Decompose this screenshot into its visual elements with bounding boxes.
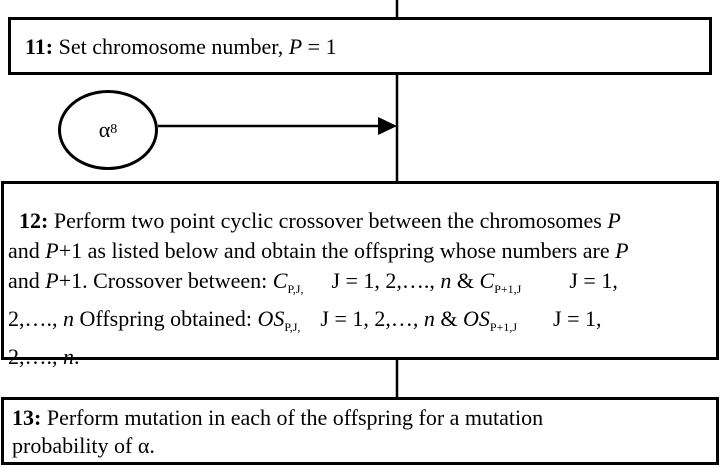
step-13-line-2: probability of α. bbox=[12, 433, 155, 458]
step-12-text-4a: 2,…., bbox=[8, 306, 63, 331]
alpha-symbol: α bbox=[98, 117, 111, 142]
step-11-number: 11: bbox=[25, 34, 54, 59]
alpha-arrow-head bbox=[378, 117, 397, 135]
step-13-line-1 bbox=[12, 404, 708, 432]
step-11-text-b: = 1 bbox=[302, 34, 337, 59]
step-12-c1: C bbox=[272, 268, 288, 293]
step-12-line-4 bbox=[8, 304, 712, 342]
step-12-text-1: Perform two point cyclic crossover between the chromosomes bbox=[48, 208, 608, 233]
step-12-line-1 bbox=[8, 206, 712, 236]
alpha-connector-label bbox=[61, 93, 155, 167]
step-12-text-3d: J = 1, bbox=[569, 268, 618, 293]
step-12-var-p3: P bbox=[615, 238, 629, 263]
step-12-os2: OS bbox=[463, 306, 490, 331]
step-12-text-3c: J = 1, 2,…., bbox=[331, 268, 441, 293]
alpha-connector-node bbox=[58, 90, 158, 170]
step-12-amp1: & bbox=[451, 268, 480, 293]
step-12-line-5 bbox=[8, 342, 712, 372]
step-13-number: 13: bbox=[12, 405, 42, 430]
step-12-var-p4: P bbox=[45, 268, 59, 293]
step-12-text-2: +1 as listed below and obtain the offspring whose numbers are bbox=[58, 238, 616, 263]
step-11-box bbox=[8, 17, 712, 75]
step-13-box bbox=[1, 397, 719, 465]
step-13-text-1: Perform mutation in each of the offspring for a mutation bbox=[41, 405, 544, 430]
step-12-n2: n bbox=[63, 306, 74, 331]
step-12-os1: OS bbox=[257, 306, 285, 331]
step-12-var-p1: P bbox=[607, 208, 621, 233]
step-12-n1: n bbox=[440, 268, 452, 293]
step-12-n4: n bbox=[63, 344, 74, 369]
step-12-c1-sub: P,J, bbox=[287, 282, 304, 296]
step-12-text-4c: J = 1, 2,…, bbox=[320, 306, 424, 331]
step-11-text-a: Set chromosome number, bbox=[53, 34, 289, 59]
alpha-subscript: 8 bbox=[110, 122, 118, 137]
step-12-line-3 bbox=[8, 266, 712, 304]
step-12-amp2: & bbox=[434, 306, 464, 331]
step-12-os1-sub: P,J, bbox=[284, 320, 301, 334]
step-12-line-2: and P+1 as listed below and obtain the offspring whose numbers are P bbox=[8, 238, 629, 263]
step-11-var-p: P bbox=[288, 34, 303, 59]
step-12-var-p2: P bbox=[45, 238, 59, 263]
step-12-n3: n bbox=[423, 306, 435, 331]
step-12-text-5a: 2,…., bbox=[8, 344, 63, 369]
step-12-number: 12: bbox=[19, 208, 49, 233]
step-12-text-3a: and bbox=[8, 268, 46, 293]
step-12-box bbox=[1, 181, 719, 369]
step-12-os2-sub: P+1,J bbox=[489, 320, 518, 334]
step-12-c2-sub: P+1,J bbox=[494, 282, 522, 296]
step-12-c2: C bbox=[479, 268, 495, 293]
step-12-text-3b: +1. Crossover between: bbox=[58, 268, 273, 293]
step-12-text-4b: Offspring obtained: bbox=[74, 306, 258, 331]
step-12-text-4d: J = 1, bbox=[553, 306, 602, 331]
step-12-text-5b: . bbox=[74, 344, 80, 369]
